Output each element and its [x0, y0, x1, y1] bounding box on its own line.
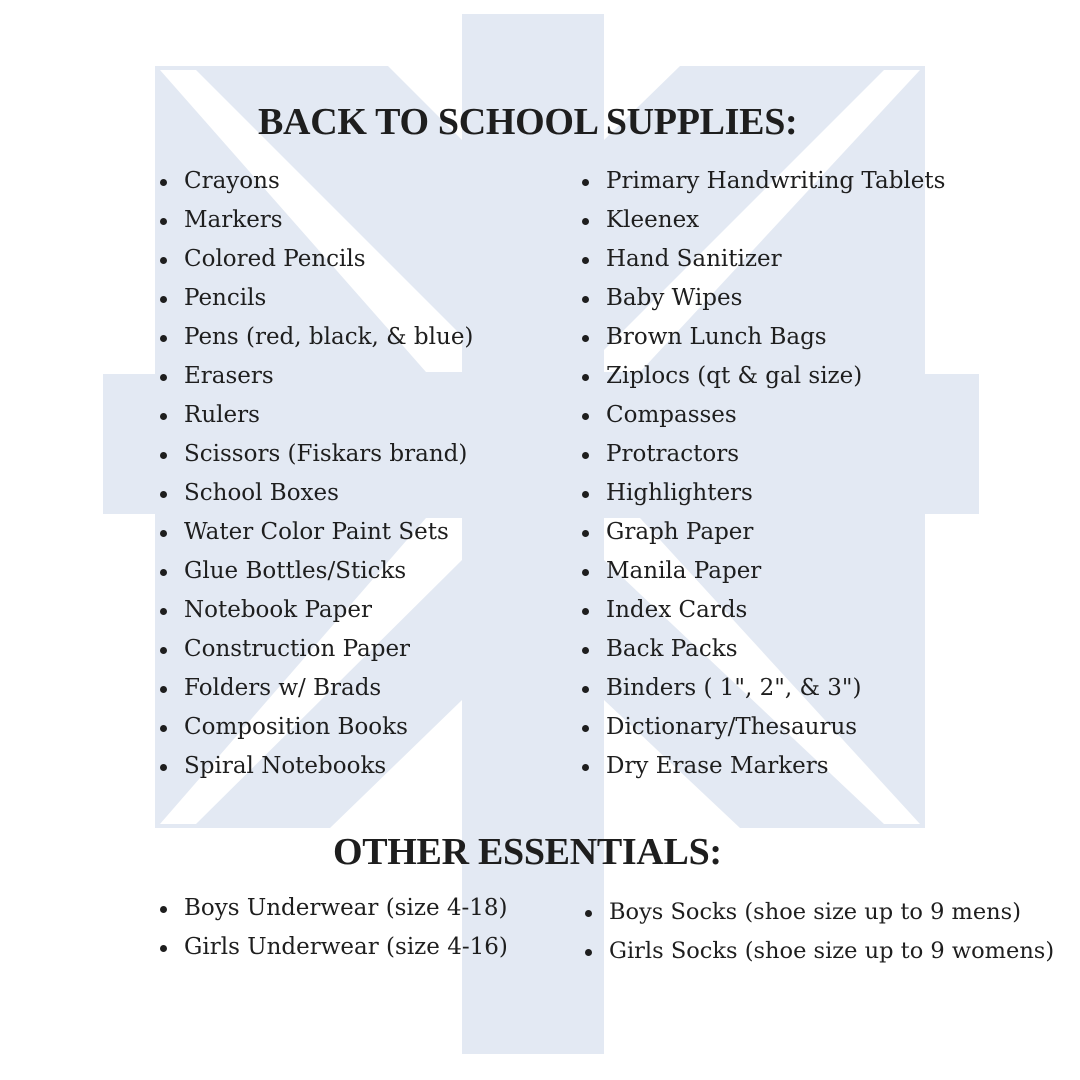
- list-item: Scissors (Fiskars brand): [160, 435, 473, 474]
- list-item: Composition Books: [160, 708, 473, 747]
- list-item: Binders ( 1", 2", & 3"): [582, 669, 945, 708]
- list-item: Colored Pencils: [160, 240, 473, 279]
- list-item: Compasses: [582, 396, 945, 435]
- list-item: Dry Erase Markers: [582, 747, 945, 786]
- list-item: Back Packs: [582, 630, 945, 669]
- list-item: Baby Wipes: [582, 279, 945, 318]
- essentials-list-right: [585, 893, 1054, 971]
- list-item: Manila Paper: [582, 552, 945, 591]
- list-item: Girls Socks (shoe size up to 9 womens): [585, 932, 1054, 971]
- list-item: Kleenex: [582, 201, 945, 240]
- list-item: Notebook Paper: [160, 591, 473, 630]
- supplies-list-right: [582, 162, 945, 786]
- list-item: Erasers: [160, 357, 473, 396]
- list-item: Markers: [160, 201, 473, 240]
- list-item: Folders w/ Brads: [160, 669, 473, 708]
- list-item: Glue Bottles/Sticks: [160, 552, 473, 591]
- list-item: Rulers: [160, 396, 473, 435]
- list-item: Boys Underwear (size 4-18): [160, 889, 508, 928]
- list-item: Dictionary/Thesaurus: [582, 708, 945, 747]
- list-item: Construction Paper: [160, 630, 473, 669]
- list-item: Highlighters: [582, 474, 945, 513]
- list-item: Brown Lunch Bags: [582, 318, 945, 357]
- list-item: Pens (red, black, & blue): [160, 318, 473, 357]
- list-item: Primary Handwriting Tablets: [582, 162, 945, 201]
- list-item: School Boxes: [160, 474, 473, 513]
- list-item: Index Cards: [582, 591, 945, 630]
- list-item: Graph Paper: [582, 513, 945, 552]
- list-item: Pencils: [160, 279, 473, 318]
- essentials-title: OTHER ESSENTIALS:: [333, 831, 722, 873]
- list-item: Spiral Notebooks: [160, 747, 473, 786]
- list-item: Hand Sanitizer: [582, 240, 945, 279]
- essentials-list-left: [160, 889, 508, 967]
- list-item: Water Color Paint Sets: [160, 513, 473, 552]
- supplies-list-left: [160, 162, 473, 786]
- list-item: Boys Socks (shoe size up to 9 mens): [585, 893, 1054, 932]
- list-item: Protractors: [582, 435, 945, 474]
- list-item: Ziplocs (qt & gal size): [582, 357, 945, 396]
- list-item: Crayons: [160, 162, 473, 201]
- list-item: Girls Underwear (size 4-16): [160, 928, 508, 967]
- page-title: BACK TO SCHOOL SUPPLIES:: [258, 101, 798, 143]
